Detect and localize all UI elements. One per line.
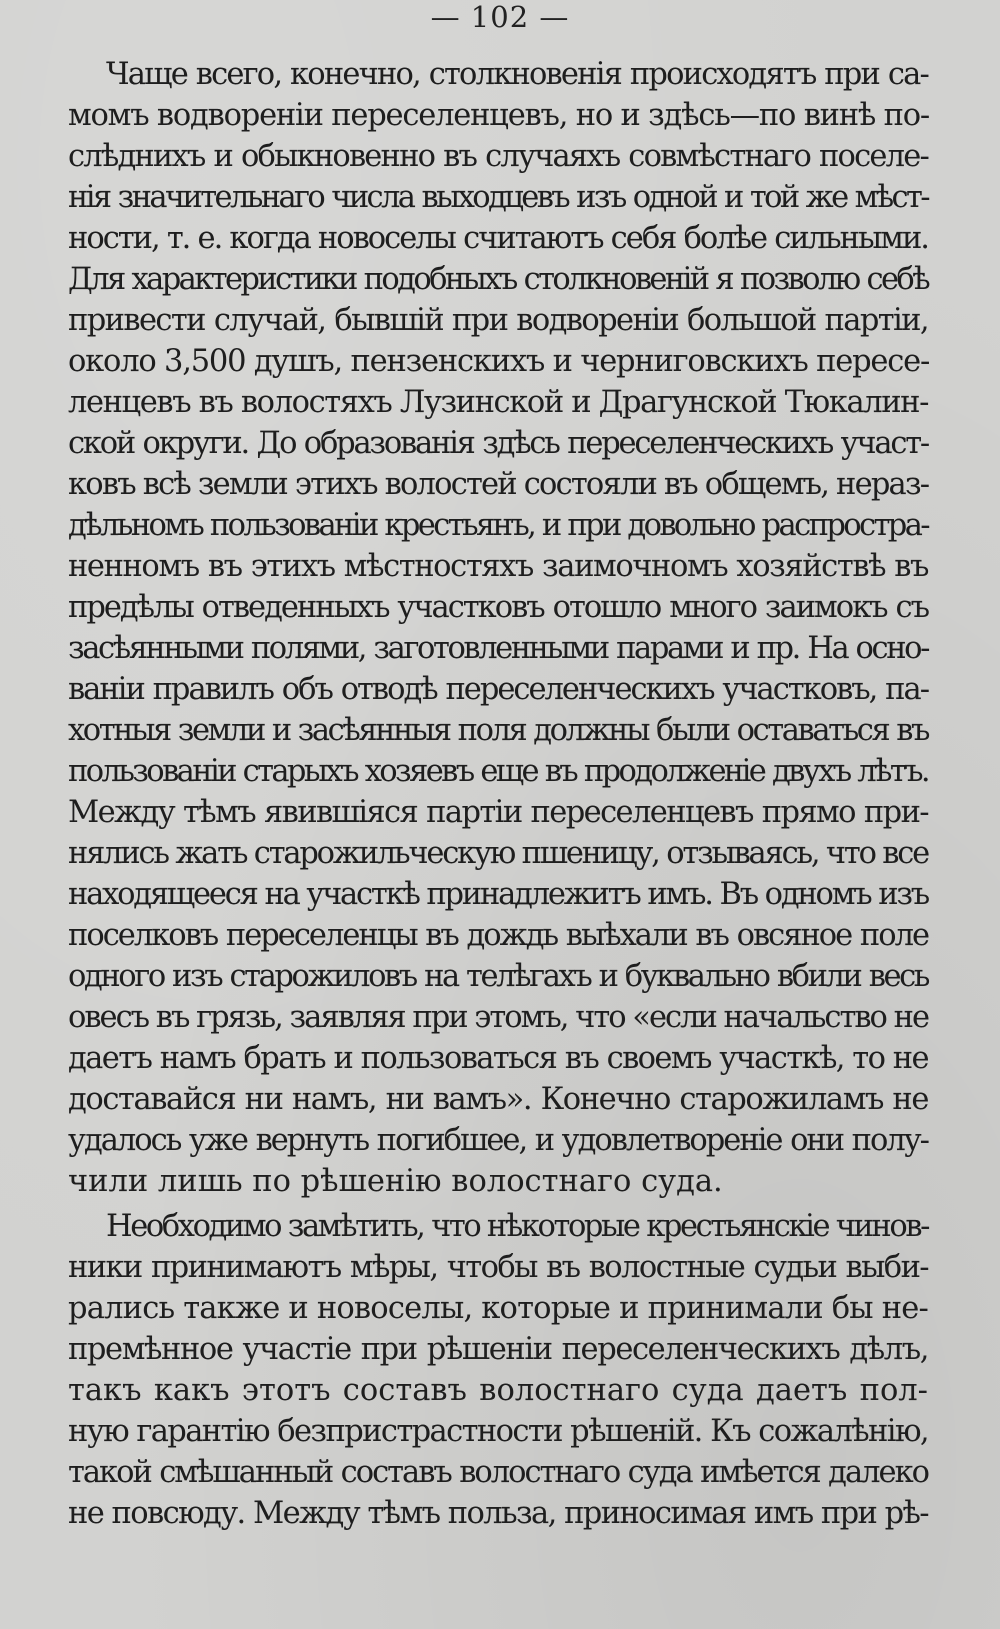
text-line: одного изъ старожиловъ на телѣгахъ и буквально вбили весь [68, 959, 928, 994]
text-line: засѣянными полями, заготовленными парами и пр. На осно- [68, 631, 928, 666]
text-line: предѣлы отведенныхъ участковъ отошло много заимокъ съ [68, 590, 928, 625]
text-line: не повсюду. Между тѣмъ польза, приносимая имъ при рѣ- [68, 1496, 928, 1531]
text-line: слѣднихъ и обыкновенно въ случаяхъ совмѣстнаго поселе- [68, 139, 928, 174]
text-line: Для характеристики подобныхъ столкновеній я позволю себѣ [68, 262, 928, 297]
text-line: такой смѣшанный составъ волостнаго суда имѣется далеко [68, 1455, 928, 1490]
text-line: около 3,500 душъ, пензенскихъ и черниговскихъ пересе- [68, 344, 930, 379]
text-line: Необходимо замѣтить, что нѣкоторые крестьянскіе чинов- [106, 1209, 928, 1244]
page-number: — 102 — [430, 0, 570, 34]
text-line: ники принимаютъ мѣры, чтобы въ волостные судьи выби- [68, 1250, 928, 1285]
text-line: дѣльномъ пользованіи крестьянъ, и при довольно распростра- [68, 508, 928, 543]
text-line: доставайся ни намъ, ни вамъ». Конечно старожиламъ не [68, 1082, 928, 1117]
body-text [68, 54, 928, 1534]
text-line: ную гарантію безпристрастности рѣшеній. Къ сожалѣнію, [68, 1414, 928, 1449]
text-line: хотныя земли и засѣянныя поля должны были оставаться въ [68, 713, 928, 748]
text-line: ненномъ въ этихъ мѣстностяхъ заимочномъ хозяйствѣ въ [68, 549, 928, 584]
text-line: удалось уже вернуть погибшее, и удовлетвореніе они полу- [68, 1123, 928, 1158]
text-line: чили лишь по рѣшенію волостнаго суда. [68, 1164, 723, 1199]
text-line: находящееся на участкѣ принадлежитъ имъ. Въ одномъ изъ [68, 877, 928, 912]
text-line: ленцевъ въ волостяхъ Лузинской и Драгунской Тюкалин- [68, 385, 928, 420]
text-line: привести случай, бывшій при водвореніи большой партіи, [68, 303, 928, 338]
text-line: ности, т. е. когда новоселы считаютъ себя болѣе сильными. [68, 221, 928, 256]
text-line: нія значительнаго числа выходцевъ изъ одной и той же мѣст- [68, 180, 928, 215]
paragraph-1 [68, 54, 928, 1202]
paragraph-2 [68, 1206, 928, 1534]
text-line: пользованіи старыхъ хозяевъ еще въ продолженіе двухъ лѣтъ. [68, 754, 928, 789]
text-line: нялись жать старожильческую пшеницу, отзываясь, что все [68, 836, 928, 871]
text-line: премѣнное участіе при рѣшеніи переселенческихъ дѣлъ, [68, 1332, 928, 1367]
text-line: момъ водвореніи переселенцевъ, но и здѣсь—по винѣ по- [68, 98, 930, 133]
text-line: ковъ всѣ земли этихъ волостей состояли въ общемъ, нераз- [68, 467, 929, 502]
text-line: Между тѣмъ явившіяся партіи переселенцевъ прямо при- [68, 795, 928, 830]
text-line: Чаще всего, конечно, столкновенія происходятъ при са- [106, 57, 928, 92]
text-line: рались также и новоселы, которые и принимали бы не- [68, 1291, 928, 1326]
text-line: даетъ намъ брать и пользоваться въ своемъ участкѣ, то не [68, 1041, 928, 1076]
text-line: ваніи правилъ объ отводѣ переселенческихъ участковъ, па- [68, 672, 928, 707]
text-line: ской округи. До образованія здѣсь переселенческихъ участ- [68, 426, 928, 461]
text-line: поселковъ переселенцы въ дождь выѣхали въ овсяное поле [68, 918, 928, 953]
text-line: овесъ въ грязь, заявляя при этомъ, что «если начальство не [68, 1000, 928, 1035]
text-line: такъ какъ этотъ составъ волостнаго суда даетъ пол- [68, 1373, 928, 1408]
